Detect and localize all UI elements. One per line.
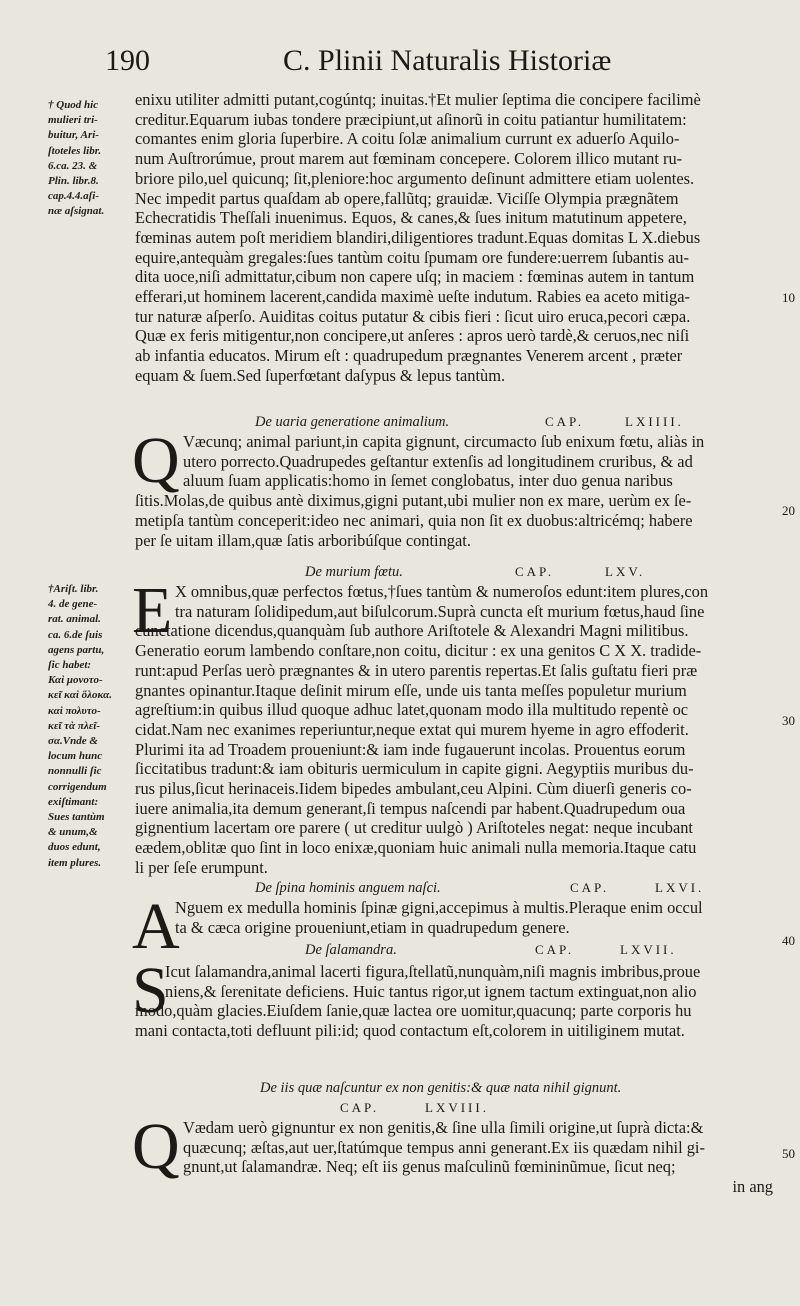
chapter-title: De murium fœtu. [305, 564, 403, 580]
chapter-body [132, 954, 785, 1041]
margin-note-line: buitur, Ari- [48, 129, 99, 142]
margin-note-line: rat. animal. [48, 613, 101, 626]
text-line: fœminas autem poſt meridiem blandiri,diligentiores tradunt.Equas domitas L X.diebus [135, 227, 701, 247]
margin-note-line: †Ariſt. libr. [48, 583, 99, 595]
text-line: enixu utiliter admitti putant,cogúntq; inuitas.†Et mulier ſeptima die concipere facilimè [135, 90, 701, 109]
chapter-heading [135, 942, 785, 960]
margin-note-line: 4. de gene- [48, 598, 98, 611]
margin-note-line: corrigendum [48, 780, 107, 793]
margin-note-line: † Quod hic [48, 99, 99, 111]
margin-note-line: agens partu, [48, 643, 105, 656]
chapter-body [132, 424, 785, 550]
chapter-cap-label: CAP. [340, 1100, 380, 1115]
chapter-heading [135, 414, 785, 432]
margin-note-line: 6.ca. 23. & [48, 159, 98, 172]
text-line: in ang [732, 1177, 773, 1197]
text-line: Echecratidis Theſſali inuenimus. Equos, & canes,& ſues initum matutinum appetere, [135, 208, 687, 228]
text-line: utero porrecto.Quadrupedes geſtantur extenſis ad longitudinem cruribus, & ad [183, 451, 693, 471]
text-line: Quæ ex feris mitigentur,non concipere,ut anſeres : apros uerò tardè,& ceruos,nec niſi [135, 326, 690, 346]
margin-note-line: ca. 6.de ſuis [48, 628, 103, 641]
text-line: aluum ſuam applicatis:homo in ſemet conglobatus, inter duo genua naribus [183, 471, 673, 491]
margin-note-line: κεῖ καὶ ὅλοκα. [48, 689, 112, 702]
drop-cap: S [132, 954, 169, 1027]
text-line: Icut ſalamandra,animal lacerti figura,ſtellatũ,nunquàm,niſi magnis imbribus,proue [165, 962, 701, 981]
text-line: metipſa tantùm conceperit:ideo nec animari, quia non ſit ex duobus:altricémq; habere [135, 510, 693, 530]
chapter-cap-label: CAP. [515, 564, 555, 579]
text-line: li per ſeſe erumpunt. [135, 857, 268, 877]
text-line: runt:apud Perſas uerò prægnantes & in utero parentis repertas.Et ſalis guſtatu fieri præ [135, 660, 698, 680]
text-line: quæcunq; æſtas,aut uer,ſtatúmque tempus anni generant.Ex iis quædam nihil gi- [183, 1137, 705, 1157]
margin-note-line: καὶ πολυτο- [48, 704, 101, 717]
text-line: iuere animalia,ita demum generant,ſi tempus naſcendi par habent.Quadrupedum oua [135, 798, 686, 818]
margin-note-line: κεῖ τὰ πλεῖ- [48, 719, 100, 732]
text-line: cunctatione dicendus,quanquàm ſub authore Ariſtotele & Alexandri Magni militibus. [135, 621, 689, 641]
line-number: 20 [782, 503, 795, 518]
margin-note-line: exiſtimant: [48, 795, 99, 808]
line-number: 10 [782, 290, 795, 305]
page-header [105, 44, 665, 84]
text-line: ta & cæca origine proueniunt,etiam in quadrupedum genere. [175, 917, 570, 937]
text-line: ſiccitatibus tradunt:& iam obituris uermiculum in capite gigni. Aegyptiis muribus du- [135, 759, 694, 779]
text-line: eædem,oblitæ quo ſint in loco enixæ,quoniam huic animali nulla memoria.Itaque catu [135, 838, 697, 858]
text-line: X omnibus,quæ perfectos fœtus,†ſues tantùm & numeroſos edunt:item plures,con [175, 582, 709, 601]
chapter-heading [135, 1080, 785, 1098]
page-number: 190 [105, 44, 150, 77]
margin-note-line: ſic habet: [48, 659, 92, 672]
text-line: modo,quàm glacies.Eiuſdem ſanie,quæ lactea ore uomitur,quacunq; parte corporis hu [135, 1001, 692, 1021]
chapter-heading [135, 564, 785, 582]
text-line: briore pilo,uel quicunq; ſit,pleniore:hoc argumento deſinunt admittere etiam uolentes. [135, 168, 695, 188]
chapter-title: De ſalamandra. [305, 942, 397, 958]
text-line: Vædam uerò gignuntur ex non genitis,& ſine ulla ſimili origine,ut ſuprà dicta:& [183, 1118, 704, 1137]
line-number: 40 [782, 933, 795, 948]
margin-note-1 [48, 98, 124, 220]
chapter-heading-cap [135, 1100, 785, 1118]
chapter-cap-label: CAP. [535, 942, 575, 957]
chapter-heading [135, 880, 785, 898]
text-line: gnunt,ut ſalamandræ. Neq; eſt iis genus maſculinũ fœmininũmue, ſicut neq; [183, 1157, 676, 1177]
drop-cap: E [132, 574, 173, 647]
text-line: per ſe uitam illam,quæ ſatis arboribúſque contingat. [135, 530, 471, 550]
margin-note-line: locum hunc [48, 750, 103, 763]
text-line: ſitis.Molas,de quibus antè diximus,gigni putant,ubi mulier non ex mare, uerùm ex ſe- [135, 491, 692, 511]
intro-paragraph [135, 90, 785, 386]
line-number: 30 [782, 713, 795, 728]
text-line: Nguem ex medulla hominis ſpinæ gigni,accepimus à multis.Pleraque enim occul [175, 898, 703, 917]
text-line: equam & ſuem.Sed ſuperfœtant daſypus & lepus tantùm. [135, 365, 506, 385]
chapter-title: De ſpina hominis anguem naſci. [255, 880, 441, 896]
margin-note-line: næ aſsignat. [48, 205, 105, 218]
margin-note-line: & unum,& [48, 826, 98, 839]
text-line: dita uoce,niſi admittatur,cibum non capere uſq; in maciem : fœminas autem in tantum [135, 267, 695, 287]
chapter-number: LXIIII. [625, 414, 684, 429]
margin-note-line: Plin. libr.8. [48, 175, 99, 188]
margin-note-2 [48, 582, 124, 871]
text-line: Nec impedit partus quaſdam ab opere,fallũtq; grauidæ. Viciſſe Olympia prægnãtem [135, 188, 679, 208]
margin-note-line: Sues tantùm [48, 811, 105, 824]
text-line: tra naturam ſolidipedum,aut biſulcorum.Suprà cuncta eſt murium fœtus,haud ſine [175, 601, 705, 621]
text-line: efferari,ut hominem lacerent,candida maximè ueſte indutum. Rabies ea aceto mitiga- [135, 287, 690, 307]
margin-note-line: Καὶ μονοτο- [48, 674, 103, 687]
chapter-number: LXVIII. [425, 1100, 489, 1115]
margin-note-line: duos edunt, [48, 841, 101, 854]
chapter-number: LXVI. [655, 880, 705, 895]
margin-note-line: cap.4.4.aſi- [48, 190, 100, 203]
text-line: creditur.Equarum iubas tondere præcipiunt,ut aſinorũ in coitu patiantur humilitatem: [135, 109, 687, 129]
margin-note-line: nonnulli ſic [48, 765, 102, 778]
margin-note-line: σα.Vnde & [48, 735, 98, 748]
line-number: 50 [782, 1146, 795, 1161]
margin-note-line: item plures. [48, 856, 102, 869]
chapter-title: De uaria generatione animalium. [255, 414, 450, 430]
margin-note-line: ſtoteles libr. [48, 144, 102, 157]
text-line: num Auſtrorúmue, prout marem aut fœminam concepere. Colorem illico mutant ru- [135, 149, 683, 169]
chapter-number: LXV. [605, 564, 646, 579]
text-line: tur naturæ aſperſo. Auiditas coitus putatur & cibis fieri : ſicut uiro eruca,pecori cæpa. [135, 306, 691, 326]
text-line: Generatio eorum lambendo conſtare,non coitu, dicitur : ex una genitos C X X. tradide- [135, 641, 702, 661]
text-line: Plurimi ita ad Troadem proueniunt:& iam inde fugauerunt incolas. Prouentus eorum [135, 739, 686, 759]
running-title: C. Plinii Naturalis Historiæ [283, 44, 612, 77]
chapter-number: LXVII. [620, 942, 677, 957]
text-line: agreſtium:in quibus illud quoque adhuc latet,quonam modo illa multitudo repentè oc [135, 700, 689, 720]
text-line: rus pilus,ſicut herinaceis.Iidem bipedes ambulant,ceu Alpini. Cùm diuerſi generis co- [135, 779, 692, 799]
text-line: ab infantia educatos. Mirum eſt : quadrupedum prægnantes Venerem arcent , præter [135, 346, 683, 366]
text-line: cidat.Nam nec exanimes reperiuntur,neque extat qui murem hyeme in agro effoderit. [135, 719, 689, 739]
chapter-cap-label: CAP. [545, 414, 585, 429]
text-line: gnantes opinantur.Itaque deſinit mirum eſſe, unde uis tanta meſſes populetur murium [135, 680, 687, 700]
text-line: comantes enim gloria ſuperbire. A coitu ſolæ animalium currunt ex aduerſo Aquilo- [135, 129, 680, 149]
chapter-cap-label: CAP. [570, 880, 610, 895]
text-line: Væcunq; animal pariunt,in capita gignunt, circumacto ſub enixum fœtu, aliàs in [183, 432, 705, 451]
text-line: equire,antequàm gregales:ſues tantùm coitu ſpumam ore fundere:uerrem ſubantis au- [135, 247, 689, 267]
drop-cap: Q [132, 1110, 180, 1183]
text-line: mani contacta,toti defluunt pili:id; quod contactum eſt,colorem in uitiliginem mutat. [135, 1021, 685, 1041]
chapter-body [132, 574, 785, 878]
text-line: niens,& ſerenitate deficiens. Huic tantus rigor,ut ignem tactum extinguat,non alio [165, 981, 697, 1001]
chapter-title: De iis quæ naſcuntur ex non genitis:& quæ nata nihil gignunt. [260, 1080, 622, 1096]
chapter-body [132, 1110, 785, 1197]
text-line: gignentium lacertam ore parere ( ut creditur uulgò ) Ariſtoteles negat: neque incubant [135, 818, 693, 838]
margin-note-line: mulieri tri- [48, 114, 98, 127]
drop-cap: A [132, 890, 180, 963]
drop-cap: Q [132, 424, 180, 497]
